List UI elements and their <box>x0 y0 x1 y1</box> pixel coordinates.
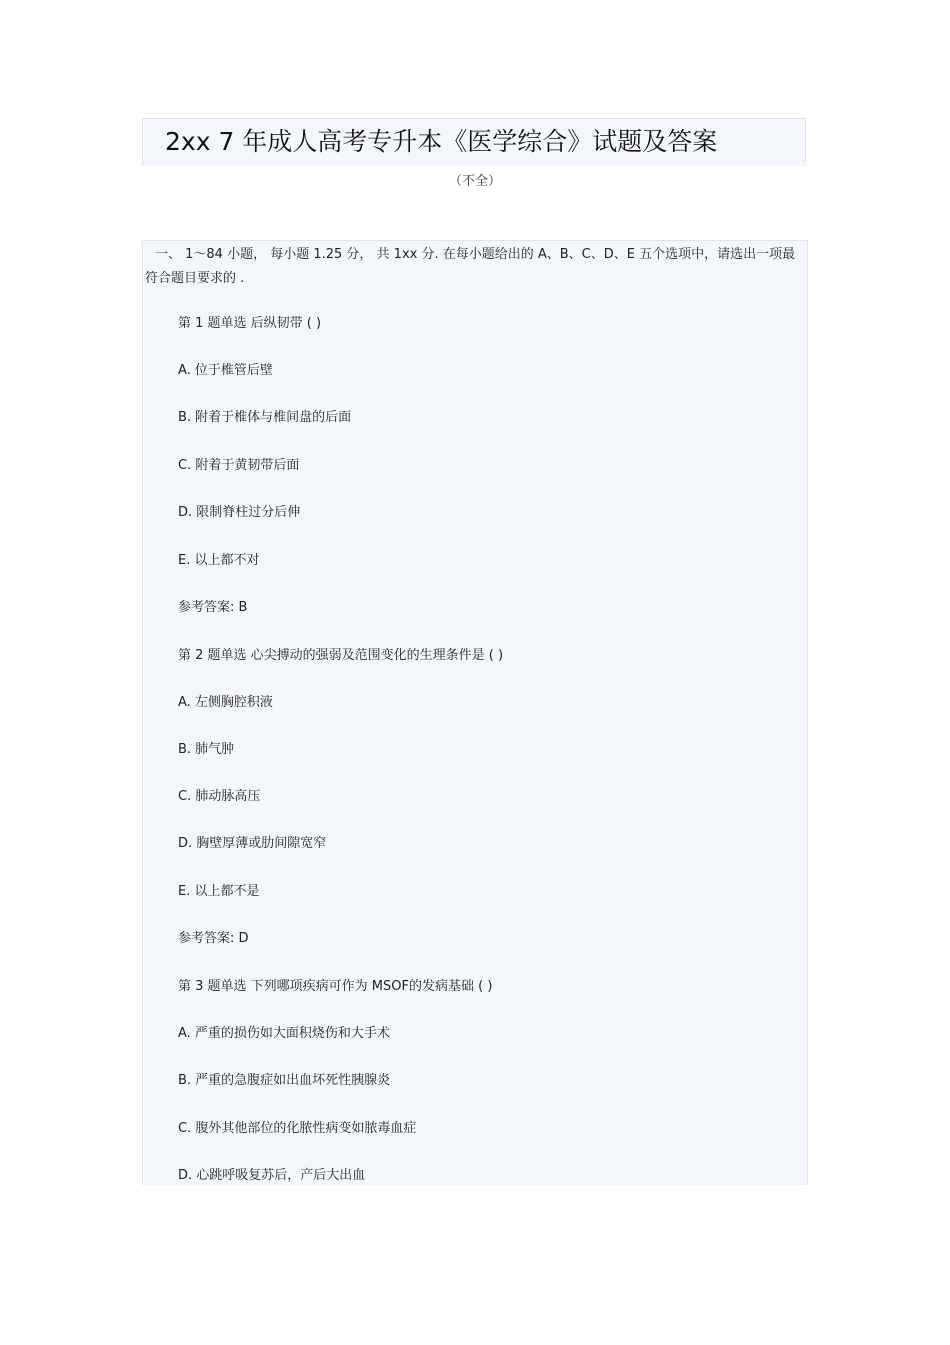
question-2-answer: 参考答案: D <box>178 931 249 946</box>
question-1-option-e: E. 以上都不对 <box>178 553 260 568</box>
question-3-option-b: B. 严重的急腹症如出血坏死性胰腺炎 <box>178 1073 391 1088</box>
question-2-stem: 第 2 题单选 心尖搏动的强弱及范围变化的生理条件是 ( ) <box>178 648 504 663</box>
content-box <box>142 240 808 1185</box>
question-3-option-a: A. 严重的损伤如大面积烧伤和大手术 <box>178 1026 390 1041</box>
question-2-option-a: A. 左侧胸腔积液 <box>178 695 273 710</box>
question-3-option-d: D. 心跳呼吸复苏后，产后大出血 <box>178 1168 366 1183</box>
question-1-answer: 参考答案: B <box>178 600 248 615</box>
question-1-option-c: C. 附着于黄韧带后面 <box>178 458 300 473</box>
section-intro: 一、 1～84 小题， 每小题 1.25 分， 共 1xx 分. 在每小题给出的 A、B、C、D、E 五个选项中，请选出一项最符合题目要求的 . <box>145 247 796 286</box>
question-2-option-e: E. 以上都不是 <box>178 884 260 899</box>
question-1-stem: 第 1 题单选 后纵韧带 ( ) <box>178 316 322 331</box>
question-3-stem: 第 3 题单选 下列哪项疾病可作为 MSOF的发病基础 ( ) <box>178 979 493 994</box>
title-box <box>142 118 806 166</box>
document-subtitle: （不全） <box>448 174 501 189</box>
question-1-option-d: D. 限制脊柱过分后伸 <box>178 505 301 520</box>
question-3-option-c: C. 腹外其他部位的化脓性病变如脓毒血症 <box>178 1121 417 1136</box>
question-2-option-c: C. 肺动脉高压 <box>178 789 261 804</box>
question-2-option-d: D. 胸壁厚薄或肋间隙宽窄 <box>178 836 327 851</box>
question-1-option-a: A. 位于椎管后壁 <box>178 363 273 378</box>
question-2-option-b: B. 肺气肿 <box>178 742 235 757</box>
question-1-option-b: B. 附着于椎体与椎间盘的后面 <box>178 410 352 425</box>
document-title: 2xx 7 年成人高考专升本《医学综合》试题及答案 <box>165 127 718 156</box>
